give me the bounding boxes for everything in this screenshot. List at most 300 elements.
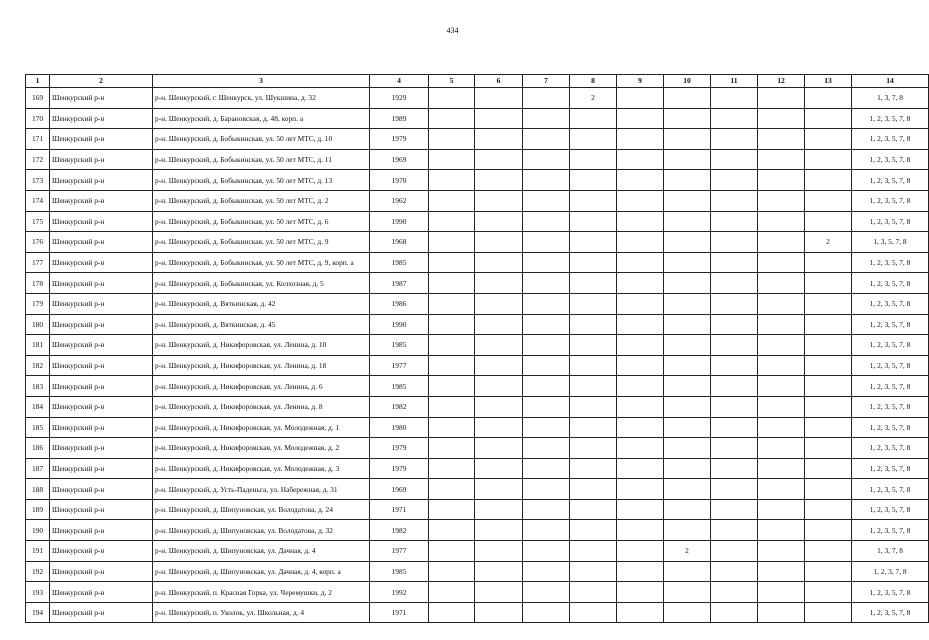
column-14-cell: 1, 2, 3, 5, 7, 8 bbox=[852, 190, 929, 211]
column-12-cell bbox=[758, 376, 805, 397]
column-12-cell bbox=[758, 314, 805, 335]
column-13-cell bbox=[805, 211, 852, 232]
year-cell: 1985 bbox=[370, 376, 429, 397]
column-6-cell bbox=[475, 335, 523, 356]
column-11-cell bbox=[711, 417, 758, 438]
year-cell: 1979 bbox=[370, 438, 429, 459]
table-header-row bbox=[26, 75, 929, 88]
column-5-cell bbox=[429, 396, 475, 417]
column-9-cell bbox=[617, 108, 664, 129]
address-cell: р-н. Шенкурский, д. Бобыкинская, ул. 50 лет МТС, д. 9 bbox=[153, 232, 370, 253]
column-7-cell bbox=[523, 355, 570, 376]
column-8-cell bbox=[570, 582, 617, 603]
column-6-cell bbox=[475, 417, 523, 438]
column-5-cell bbox=[429, 211, 475, 232]
column-header-4: 4 bbox=[370, 75, 429, 88]
column-14-cell: 1, 2, 3, 5, 7, 8 bbox=[852, 438, 929, 459]
column-6-cell bbox=[475, 88, 523, 109]
column-9-cell bbox=[617, 417, 664, 438]
row-number-cell: 177 bbox=[26, 252, 50, 273]
table-row bbox=[26, 355, 929, 376]
column-13-cell bbox=[805, 108, 852, 129]
column-7-cell bbox=[523, 561, 570, 582]
column-11-cell bbox=[711, 335, 758, 356]
column-14-cell: 1, 2, 3, 5, 7, 8 bbox=[852, 252, 929, 273]
column-7-cell bbox=[523, 211, 570, 232]
column-14-cell: 1, 2, 3, 5, 7, 8 bbox=[852, 293, 929, 314]
column-header-7: 7 bbox=[523, 75, 570, 88]
column-11-cell bbox=[711, 541, 758, 562]
column-14-cell: 1, 2, 3, 5, 7, 8 bbox=[852, 335, 929, 356]
column-6-cell bbox=[475, 190, 523, 211]
address-cell: р-н. Шенкурский, д. Барановская, д. 48, корп. а bbox=[153, 108, 370, 129]
column-11-cell bbox=[711, 479, 758, 500]
district-cell: Шенкурский р-н bbox=[50, 273, 153, 294]
column-13-cell bbox=[805, 170, 852, 191]
column-14-cell: 1, 3, 5, 7, 8 bbox=[852, 232, 929, 253]
page-number: 434 bbox=[446, 26, 459, 35]
column-5-cell bbox=[429, 417, 475, 438]
year-cell: 1979 bbox=[370, 129, 429, 150]
column-13-cell bbox=[805, 314, 852, 335]
table-row bbox=[26, 479, 929, 500]
column-11-cell bbox=[711, 88, 758, 109]
column-8-cell bbox=[570, 190, 617, 211]
column-7-cell bbox=[523, 335, 570, 356]
column-10-cell bbox=[664, 232, 711, 253]
column-12-cell bbox=[758, 417, 805, 438]
row-number-cell: 193 bbox=[26, 582, 50, 603]
column-6-cell bbox=[475, 108, 523, 129]
column-7-cell bbox=[523, 602, 570, 623]
column-9-cell bbox=[617, 293, 664, 314]
column-13-cell bbox=[805, 438, 852, 459]
district-cell: Шенкурский р-н bbox=[50, 376, 153, 397]
table-row bbox=[26, 88, 929, 109]
column-13-cell bbox=[805, 499, 852, 520]
column-10-cell bbox=[664, 293, 711, 314]
table-row bbox=[26, 190, 929, 211]
column-10-cell bbox=[664, 458, 711, 479]
column-11-cell bbox=[711, 190, 758, 211]
column-13-cell bbox=[805, 252, 852, 273]
address-cell: р-н. Шенкурский, д. Шипуновская, ул. Володатова, д. 24 bbox=[153, 499, 370, 520]
column-5-cell bbox=[429, 541, 475, 562]
column-12-cell bbox=[758, 129, 805, 150]
address-cell: р-н. Шенкурский, д. Никифоровская, ул. Ленина, д. 6 bbox=[153, 376, 370, 397]
row-number-cell: 187 bbox=[26, 458, 50, 479]
column-9-cell bbox=[617, 355, 664, 376]
column-10-cell bbox=[664, 273, 711, 294]
table-row bbox=[26, 170, 929, 191]
column-header-5: 5 bbox=[429, 75, 475, 88]
column-5-cell bbox=[429, 458, 475, 479]
column-10-cell bbox=[664, 88, 711, 109]
column-5-cell bbox=[429, 190, 475, 211]
column-7-cell bbox=[523, 438, 570, 459]
row-number-cell: 186 bbox=[26, 438, 50, 459]
column-14-cell: 1, 3, 7, 8 bbox=[852, 541, 929, 562]
row-number-cell: 179 bbox=[26, 293, 50, 314]
column-11-cell bbox=[711, 314, 758, 335]
column-9-cell bbox=[617, 335, 664, 356]
column-11-cell bbox=[711, 582, 758, 603]
column-8-cell bbox=[570, 438, 617, 459]
table-row bbox=[26, 541, 929, 562]
column-11-cell bbox=[711, 602, 758, 623]
column-header-3: 3 bbox=[153, 75, 370, 88]
column-6-cell bbox=[475, 232, 523, 253]
year-cell: 1969 bbox=[370, 149, 429, 170]
column-5-cell bbox=[429, 520, 475, 541]
table-row bbox=[26, 149, 929, 170]
column-11-cell bbox=[711, 438, 758, 459]
column-13-cell bbox=[805, 417, 852, 438]
row-number-cell: 171 bbox=[26, 129, 50, 150]
column-7-cell bbox=[523, 88, 570, 109]
row-number-cell: 172 bbox=[26, 149, 50, 170]
column-10-cell: 2 bbox=[664, 541, 711, 562]
address-cell: р-н. Шенкурский, д. Усть-Паденьга, ул. Набережная, д. 31 bbox=[153, 479, 370, 500]
column-5-cell bbox=[429, 252, 475, 273]
district-cell: Шенкурский р-н bbox=[50, 541, 153, 562]
column-13-cell bbox=[805, 293, 852, 314]
column-14-cell: 1, 2, 3, 5, 7, 8 bbox=[852, 170, 929, 191]
address-cell: р-н. Шенкурский, д. Бобыкинская, ул. 50 лет МТС, д. 10 bbox=[153, 129, 370, 150]
column-14-cell: 1, 2, 3, 5, 7, 8 bbox=[852, 149, 929, 170]
column-6-cell bbox=[475, 561, 523, 582]
column-9-cell bbox=[617, 479, 664, 500]
column-14-cell: 1, 2, 3, 5, 7, 8 bbox=[852, 499, 929, 520]
column-9-cell bbox=[617, 602, 664, 623]
column-6-cell bbox=[475, 129, 523, 150]
table-row bbox=[26, 602, 929, 623]
column-12-cell bbox=[758, 88, 805, 109]
address-cell: р-н. Шенкурский, д. Бобыкинская, ул. 50 лет МТС, д. 2 bbox=[153, 190, 370, 211]
address-cell: р-н. Шенкурский, д. Бобыкинская, ул. 50 лет МТС, д. 11 bbox=[153, 149, 370, 170]
column-12-cell bbox=[758, 479, 805, 500]
district-cell: Шенкурский р-н bbox=[50, 170, 153, 191]
district-cell: Шенкурский р-н bbox=[50, 396, 153, 417]
address-cell: р-н. Шенкурский, д. Вяткинская, д. 42 bbox=[153, 293, 370, 314]
column-8-cell bbox=[570, 541, 617, 562]
column-7-cell bbox=[523, 273, 570, 294]
table-row bbox=[26, 396, 929, 417]
column-13-cell bbox=[805, 355, 852, 376]
column-header-14: 14 bbox=[852, 75, 929, 88]
column-12-cell bbox=[758, 149, 805, 170]
table-row bbox=[26, 211, 929, 232]
table-row bbox=[26, 273, 929, 294]
column-6-cell bbox=[475, 211, 523, 232]
column-13-cell bbox=[805, 190, 852, 211]
year-cell: 1971 bbox=[370, 602, 429, 623]
column-11-cell bbox=[711, 170, 758, 191]
district-cell: Шенкурский р-н bbox=[50, 438, 153, 459]
column-8-cell bbox=[570, 355, 617, 376]
row-number-cell: 185 bbox=[26, 417, 50, 438]
year-cell: 1977 bbox=[370, 355, 429, 376]
column-5-cell bbox=[429, 335, 475, 356]
address-cell: р-н. Шенкурский, п. Красная Горка, ул. Черемушки, д. 2 bbox=[153, 582, 370, 603]
column-10-cell bbox=[664, 335, 711, 356]
column-10-cell bbox=[664, 520, 711, 541]
column-12-cell bbox=[758, 396, 805, 417]
column-8-cell bbox=[570, 273, 617, 294]
column-8-cell bbox=[570, 293, 617, 314]
column-5-cell bbox=[429, 479, 475, 500]
column-9-cell bbox=[617, 396, 664, 417]
year-cell: 1985 bbox=[370, 335, 429, 356]
address-cell: р-н. Шенкурский, д. Никифоровская, ул. Молодежная, д. 1 bbox=[153, 417, 370, 438]
column-header-2: 2 bbox=[50, 75, 153, 88]
column-6-cell bbox=[475, 479, 523, 500]
column-5-cell bbox=[429, 88, 475, 109]
column-9-cell bbox=[617, 314, 664, 335]
column-6-cell bbox=[475, 458, 523, 479]
column-5-cell bbox=[429, 314, 475, 335]
table-row bbox=[26, 129, 929, 150]
row-number-cell: 170 bbox=[26, 108, 50, 129]
column-6-cell bbox=[475, 499, 523, 520]
district-cell: Шенкурский р-н bbox=[50, 252, 153, 273]
column-5-cell bbox=[429, 355, 475, 376]
column-5-cell bbox=[429, 293, 475, 314]
column-14-cell: 1, 2, 3, 7, 8 bbox=[852, 561, 929, 582]
table-row bbox=[26, 561, 929, 582]
column-10-cell bbox=[664, 417, 711, 438]
column-8-cell bbox=[570, 499, 617, 520]
row-number-cell: 174 bbox=[26, 190, 50, 211]
column-12-cell bbox=[758, 252, 805, 273]
table-row bbox=[26, 314, 929, 335]
row-number-cell: 188 bbox=[26, 479, 50, 500]
column-13-cell bbox=[805, 582, 852, 603]
address-cell: р-н. Шенкурский, д. Вяткинская, д. 45 bbox=[153, 314, 370, 335]
column-5-cell bbox=[429, 149, 475, 170]
column-9-cell bbox=[617, 582, 664, 603]
district-cell: Шенкурский р-н bbox=[50, 129, 153, 150]
year-cell: 1982 bbox=[370, 520, 429, 541]
column-7-cell bbox=[523, 232, 570, 253]
column-9-cell bbox=[617, 252, 664, 273]
table-row bbox=[26, 582, 929, 603]
row-number-cell: 190 bbox=[26, 520, 50, 541]
address-cell: р-н. Шенкурский, д. Бобыкинская, ул. Колхозная, д. 5 bbox=[153, 273, 370, 294]
column-8-cell bbox=[570, 314, 617, 335]
column-6-cell bbox=[475, 252, 523, 273]
row-number-cell: 181 bbox=[26, 335, 50, 356]
column-7-cell bbox=[523, 108, 570, 129]
column-8-cell bbox=[570, 129, 617, 150]
column-header-9: 9 bbox=[617, 75, 664, 88]
column-14-cell: 1, 2, 3, 5, 7, 8 bbox=[852, 355, 929, 376]
column-6-cell bbox=[475, 293, 523, 314]
column-14-cell: 1, 2, 3, 5, 7, 8 bbox=[852, 273, 929, 294]
column-11-cell bbox=[711, 149, 758, 170]
column-header-6: 6 bbox=[475, 75, 523, 88]
district-cell: Шенкурский р-н bbox=[50, 499, 153, 520]
year-cell: 1980 bbox=[370, 417, 429, 438]
column-9-cell bbox=[617, 211, 664, 232]
column-6-cell bbox=[475, 149, 523, 170]
column-11-cell bbox=[711, 232, 758, 253]
address-cell: р-н. Шенкурский, д. Шипуновская, ул. Володатова, д. 32 bbox=[153, 520, 370, 541]
column-10-cell bbox=[664, 211, 711, 232]
row-number-cell: 176 bbox=[26, 232, 50, 253]
column-8-cell bbox=[570, 335, 617, 356]
column-8-cell bbox=[570, 376, 617, 397]
column-11-cell bbox=[711, 293, 758, 314]
table-row bbox=[26, 458, 929, 479]
column-8-cell bbox=[570, 149, 617, 170]
year-cell: 1989 bbox=[370, 108, 429, 129]
district-cell: Шенкурский р-н bbox=[50, 211, 153, 232]
year-cell: 1987 bbox=[370, 273, 429, 294]
year-cell: 1979 bbox=[370, 458, 429, 479]
table-row bbox=[26, 108, 929, 129]
table-row bbox=[26, 417, 929, 438]
row-number-cell: 182 bbox=[26, 355, 50, 376]
table-body bbox=[26, 88, 929, 623]
row-number-cell: 191 bbox=[26, 541, 50, 562]
column-12-cell bbox=[758, 335, 805, 356]
column-10-cell bbox=[664, 129, 711, 150]
column-8-cell bbox=[570, 252, 617, 273]
housing-registry-table bbox=[25, 74, 929, 623]
row-number-cell: 192 bbox=[26, 561, 50, 582]
column-5-cell bbox=[429, 108, 475, 129]
column-14-cell: 1, 2, 3, 5, 7, 8 bbox=[852, 376, 929, 397]
column-10-cell bbox=[664, 252, 711, 273]
district-cell: Шенкурский р-н bbox=[50, 602, 153, 623]
column-7-cell bbox=[523, 396, 570, 417]
column-header-8: 8 bbox=[570, 75, 617, 88]
district-cell: Шенкурский р-н bbox=[50, 561, 153, 582]
column-11-cell bbox=[711, 458, 758, 479]
column-6-cell bbox=[475, 438, 523, 459]
district-cell: Шенкурский р-н bbox=[50, 149, 153, 170]
column-11-cell bbox=[711, 355, 758, 376]
column-10-cell bbox=[664, 582, 711, 603]
column-12-cell bbox=[758, 273, 805, 294]
year-cell: 1986 bbox=[370, 293, 429, 314]
district-cell: Шенкурский р-н bbox=[50, 417, 153, 438]
column-7-cell bbox=[523, 417, 570, 438]
column-7-cell bbox=[523, 149, 570, 170]
address-cell: р-н. Шенкурский, д. Бобыкинская, ул. 50 лет МТС, д. 9, корп. а bbox=[153, 252, 370, 273]
year-cell: 1990 bbox=[370, 314, 429, 335]
address-cell: р-н. Шенкурский, г. Шенкурск, ул. Шукшина, д. 32 bbox=[153, 88, 370, 109]
column-10-cell bbox=[664, 396, 711, 417]
column-13-cell: 2 bbox=[805, 232, 852, 253]
column-11-cell bbox=[711, 376, 758, 397]
year-cell: 1985 bbox=[370, 252, 429, 273]
column-12-cell bbox=[758, 108, 805, 129]
column-8-cell bbox=[570, 417, 617, 438]
row-number-cell: 184 bbox=[26, 396, 50, 417]
address-cell: р-н. Шенкурский, д. Никифоровская, ул. Молодежная, д. 3 bbox=[153, 458, 370, 479]
column-7-cell bbox=[523, 499, 570, 520]
column-13-cell bbox=[805, 479, 852, 500]
address-cell: р-н. Шенкурский, д. Шипуновская, ул. Дачная, д. 4 bbox=[153, 541, 370, 562]
column-13-cell bbox=[805, 541, 852, 562]
table-row bbox=[26, 376, 929, 397]
year-cell: 1962 bbox=[370, 190, 429, 211]
year-cell: 1968 bbox=[370, 232, 429, 253]
column-8-cell bbox=[570, 479, 617, 500]
column-12-cell bbox=[758, 602, 805, 623]
column-9-cell bbox=[617, 438, 664, 459]
column-14-cell: 1, 2, 3, 5, 7, 8 bbox=[852, 479, 929, 500]
table-row bbox=[26, 252, 929, 273]
column-5-cell bbox=[429, 438, 475, 459]
address-cell: р-н. Шенкурский, п. Уколок, ул. Школьная, д. 4 bbox=[153, 602, 370, 623]
row-number-cell: 194 bbox=[26, 602, 50, 623]
column-12-cell bbox=[758, 293, 805, 314]
column-12-cell bbox=[758, 458, 805, 479]
column-10-cell bbox=[664, 314, 711, 335]
row-number-cell: 189 bbox=[26, 499, 50, 520]
district-cell: Шенкурский р-н bbox=[50, 293, 153, 314]
column-9-cell bbox=[617, 88, 664, 109]
table-row bbox=[26, 232, 929, 253]
district-cell: Шенкурский р-н bbox=[50, 88, 153, 109]
column-14-cell: 1, 2, 3, 5, 7, 8 bbox=[852, 520, 929, 541]
column-8-cell bbox=[570, 211, 617, 232]
column-8-cell bbox=[570, 561, 617, 582]
column-12-cell bbox=[758, 170, 805, 191]
column-6-cell bbox=[475, 582, 523, 603]
column-11-cell bbox=[711, 129, 758, 150]
column-7-cell bbox=[523, 582, 570, 603]
district-cell: Шенкурский р-н bbox=[50, 355, 153, 376]
column-8-cell bbox=[570, 170, 617, 191]
column-6-cell bbox=[475, 314, 523, 335]
column-11-cell bbox=[711, 211, 758, 232]
column-13-cell bbox=[805, 376, 852, 397]
column-7-cell bbox=[523, 376, 570, 397]
column-14-cell: 1, 2, 3, 5, 7, 8 bbox=[852, 108, 929, 129]
column-9-cell bbox=[617, 129, 664, 150]
address-cell: р-н. Шенкурский, д. Шипуновская, ул. Дачная, д. 4, корп. а bbox=[153, 561, 370, 582]
column-13-cell bbox=[805, 335, 852, 356]
column-11-cell bbox=[711, 273, 758, 294]
address-cell: р-н. Шенкурский, д. Никифоровская, ул. Ленина, д. 10 bbox=[153, 335, 370, 356]
table-row bbox=[26, 499, 929, 520]
column-6-cell bbox=[475, 396, 523, 417]
year-cell: 1929 bbox=[370, 88, 429, 109]
column-9-cell bbox=[617, 520, 664, 541]
column-10-cell bbox=[664, 108, 711, 129]
column-header-12: 12 bbox=[758, 75, 805, 88]
column-11-cell bbox=[711, 499, 758, 520]
column-14-cell: 1, 2, 3, 5, 7, 8 bbox=[852, 396, 929, 417]
column-10-cell bbox=[664, 438, 711, 459]
district-cell: Шенкурский р-н bbox=[50, 108, 153, 129]
column-13-cell bbox=[805, 149, 852, 170]
column-10-cell bbox=[664, 355, 711, 376]
column-7-cell bbox=[523, 479, 570, 500]
column-8-cell bbox=[570, 520, 617, 541]
column-12-cell bbox=[758, 355, 805, 376]
column-9-cell bbox=[617, 170, 664, 191]
column-6-cell bbox=[475, 602, 523, 623]
row-number-cell: 175 bbox=[26, 211, 50, 232]
column-10-cell bbox=[664, 602, 711, 623]
column-13-cell bbox=[805, 561, 852, 582]
column-header-1: 1 bbox=[26, 75, 50, 88]
